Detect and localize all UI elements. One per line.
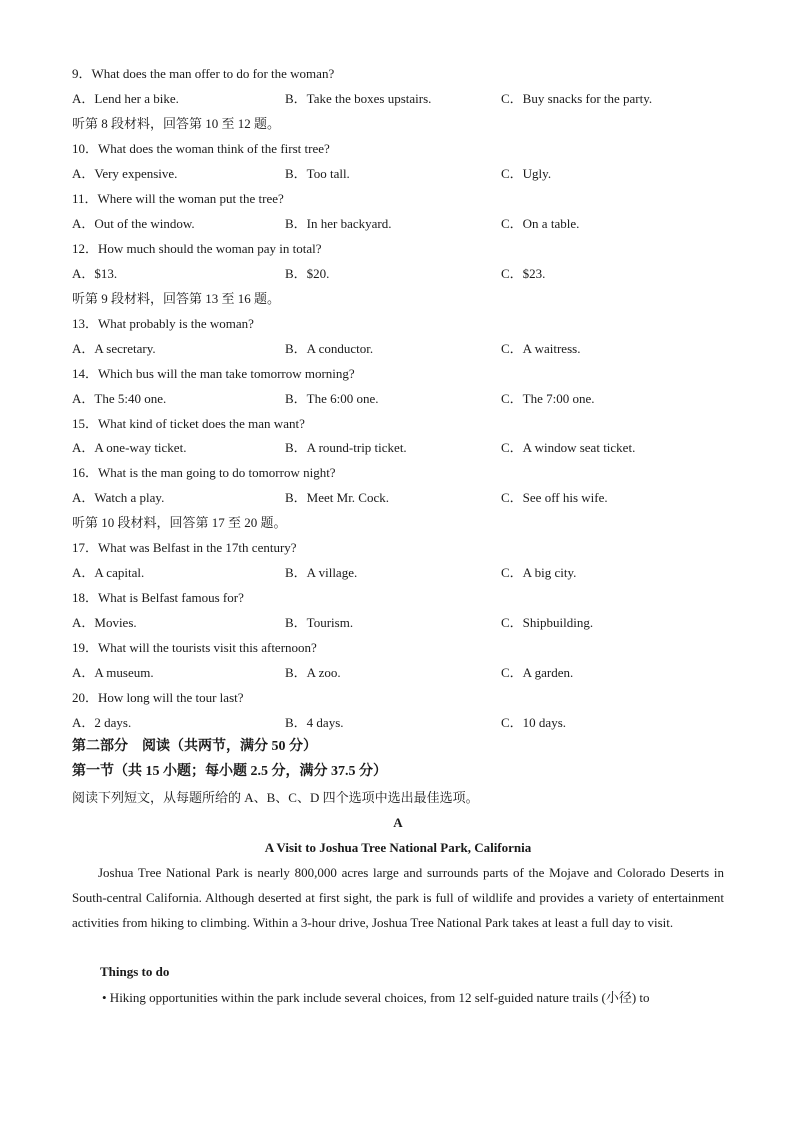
option-c: C．Buy snacks for the party. <box>501 91 653 106</box>
option-a: A．$13. <box>72 266 118 281</box>
option-b: B．4 days. <box>285 715 344 730</box>
option-c: C．The 7:00 one. <box>501 391 595 406</box>
question-stem: 20．How long will the tour last? <box>72 690 244 705</box>
question-stem: 10．What does the woman think of the first tree? <box>72 141 330 156</box>
option-c: C．A waitress. <box>501 341 581 356</box>
option-a: A．A museum. <box>72 665 154 680</box>
question-stem: 9．What does the man offer to do for the woman? <box>72 66 335 81</box>
option-b: B．In her backyard. <box>285 216 392 231</box>
section-heading: 第一节（共 15 小题；每小题 2.5 分，满分 37.5 分） <box>72 764 387 779</box>
option-a: A．Very expensive. <box>72 166 178 181</box>
option-c: C．A garden. <box>501 665 574 680</box>
question-stem: 11．Where will the woman put the tree? <box>72 191 284 206</box>
option-b: B．$20. <box>285 266 330 281</box>
option-c: C．On a table. <box>501 216 580 231</box>
passage-letter: A <box>393 815 403 830</box>
question-stem: 17．What was Belfast in the 17th century? <box>72 540 297 555</box>
passage-title: A Visit to Joshua Tree National Park, California <box>264 840 532 855</box>
option-b: B．Meet Mr. Cock. <box>285 490 389 505</box>
question-stem: 13．What probably is the woman? <box>72 316 254 331</box>
reading-directions: 阅读下列短文，从每题所给的 A、B、C、D 四个选项中选出最佳选项。 <box>72 790 479 805</box>
option-c: C．Ugly. <box>501 166 552 181</box>
option-c: C．A window seat ticket. <box>501 440 636 455</box>
option-a: A．A capital. <box>72 565 145 580</box>
option-c: C．A big city. <box>501 565 577 580</box>
question-stem: 18．What is Belfast famous for? <box>72 590 244 605</box>
option-a: A．Lend her a bike. <box>72 91 179 106</box>
passage-subheading: Things to do <box>100 964 170 979</box>
option-b: B．A conductor. <box>285 341 374 356</box>
listening-instruction: 听第 9 段材料，回答第 13 至 16 题。 <box>72 291 281 306</box>
option-b: B．Too tall. <box>285 166 350 181</box>
passage-paragraph: Joshua Tree National Park is nearly 800,000 acres large and surrounds parts of the Mojave and Colorado Deserts in South-central California. Although deserted at first sight, the park is full of wildlife and provides a variety of entertainment activities from hiking to climbing. Within a 3-hour drive, Joshua Tree National Park takes at least a full day to visit. <box>72 865 724 930</box>
question-stem: 14．Which bus will the man take tomorrow morning? <box>72 366 355 381</box>
question-stem: 19．What will the tourists visit this afternoon? <box>72 640 317 655</box>
option-c: C．$23. <box>501 266 546 281</box>
option-a: A．A one-way ticket. <box>72 440 187 455</box>
option-a: A．2 days. <box>72 715 132 730</box>
option-a: A．Out of the window. <box>72 216 195 231</box>
option-a: A．Watch a play. <box>72 490 165 505</box>
option-c: C．10 days. <box>501 715 567 730</box>
option-b: B．A zoo. <box>285 665 341 680</box>
option-a: A．A secretary. <box>72 341 156 356</box>
option-c: C．Shipbuilding. <box>501 615 594 630</box>
part-heading: 第二部分 阅读（共两节，满分 50 分） <box>72 739 317 754</box>
option-b: B．A round-trip ticket. <box>285 440 407 455</box>
question-stem: 16．What is the man going to do tomorrow night? <box>72 465 336 480</box>
passage-bullet: • Hiking opportunities within the park include several choices, from 12 self-guided nature trails (小径) to <box>102 990 650 1005</box>
question-stem: 12．How much should the woman pay in total? <box>72 241 322 256</box>
option-c: C．See off his wife. <box>501 490 608 505</box>
option-a: A．Movies. <box>72 615 137 630</box>
option-b: B．Take the boxes upstairs. <box>285 91 432 106</box>
question-stem: 15．What kind of ticket does the man want? <box>72 416 305 431</box>
listening-instruction: 听第 8 段材料，回答第 10 至 12 题。 <box>72 116 281 131</box>
listening-instruction: 听第 10 段材料，回答第 17 至 20 题。 <box>72 515 287 530</box>
option-b: B．Tourism. <box>285 615 354 630</box>
option-a: A．The 5:40 one. <box>72 391 167 406</box>
option-b: B．A village. <box>285 565 358 580</box>
option-b: B．The 6:00 one. <box>285 391 379 406</box>
